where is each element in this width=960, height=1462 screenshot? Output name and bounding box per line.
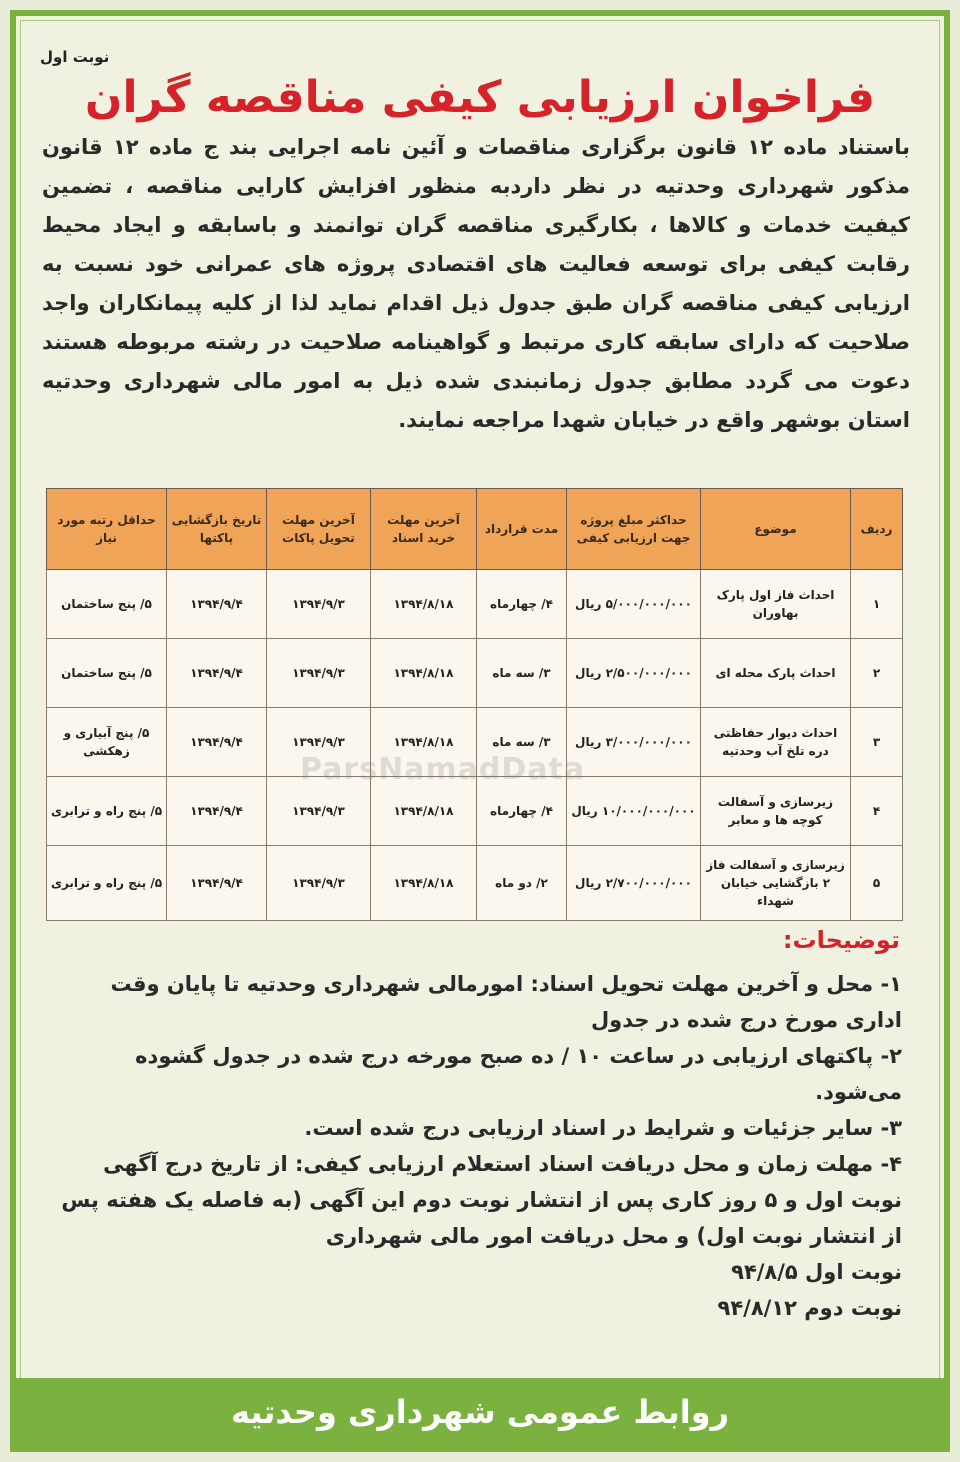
note-item: ۱- محل و آخرین مهلت تحویل اسناد: امورمالی شهرداری وحدتیه تا پایان وقت اداری مورخ درج شده در جدول [110,972,902,1032]
date-second: نوبت دوم ۹۴/۸/۱۲ [717,1296,902,1320]
cell-max-amount: ۱۰/۰۰۰/۰۰۰/۰۰۰ ریال [567,777,701,846]
cell-max-amount: ۲/۵۰۰/۰۰۰/۰۰۰ ریال [567,639,701,708]
cell-opening-date: ۱۳۹۴/۹/۴ [167,846,267,921]
cell-subject: زیرسازی و آسفالت فاز ۲ بازگشایی خیابان شهداء [701,846,851,921]
cell-delivery-deadline: ۱۳۹۴/۹/۳ [267,639,371,708]
cell-doc-deadline: ۱۳۹۴/۸/۱۸ [371,846,477,921]
cell-duration: ۴/ چهارماه [477,777,567,846]
table-header-row [47,489,903,570]
cell-delivery-deadline: ۱۳۹۴/۹/۳ [267,570,371,639]
note-item: ۴- مهلت زمان و محل دریافت اسناد استعلام ارزیابی کیفی: از تاریخ درج آگهی نوبت اول و ۵ روز کاری پس از انتشار نوبت دوم این آگهی (به فاصله یک هفته پس از انتشار نوبت اول) و محل دریافت امور مالی شهرداری [61,1152,902,1248]
col-header-duration: مدت قرارداد [477,489,567,570]
cell-duration: ۳/ سه ماه [477,639,567,708]
cell-row-num: ۳ [851,708,903,777]
cell-duration: ۲/ دو ماه [477,846,567,921]
col-header-min-grade: حداقل رتبه مورد نیاز [47,489,167,570]
col-header-delivery-deadline: آخرین مهلت تحویل پاکات [267,489,371,570]
cell-doc-deadline: ۱۳۹۴/۸/۱۸ [371,708,477,777]
cell-min-grade: ۵/ پنج راه و ترابری [47,846,167,921]
col-header-row-num: ردیف [851,489,903,570]
cell-min-grade: ۵/ پنج ساختمان [47,639,167,708]
cell-subject: احداث دیوار حفاظتی دره تلخ آب وحدتیه [701,708,851,777]
cell-subject: احداث فاز اول پارک بهاوران [701,570,851,639]
footer-banner: روابط عمومی شهرداری وحدتیه [16,1378,944,1446]
cell-row-num: ۴ [851,777,903,846]
intro-paragraph: باستناد ماده ۱۲ قانون برگزاری مناقصات و آئین نامه اجرایی بند ج ماده ۱۲ قانون مذکور شهرداری وحدتیه در نظر داردبه منظور افزایش کارایی مناقصه ، تضمین کیفیت خدمات و کالاها ، بکارگیری مناقصه گران توانمند و باسابقه و ایجاد محیط رقابت کیفی برای توسعه فعالیت های اقتصادی پروژه های عمرانی خود نسبت به ارزیابی کیفی مناقصه گران طبق جدول ذیل اقدام نماید لذا از کلیه پیمانکاران واجد صلاحیت که دارای سابقه کاری مرتبط و گواهینامه صلاحیت در رشته مربوطه هستند دعوت می گردد مطابق جدول زمانبندی شده ذیل به امور مالی شهرداری وحدتیه استان بوشهر واقع در خیابان شهدا مراجعه نمایند. [42,135,910,432]
table-row [47,846,903,921]
cell-opening-date: ۱۳۹۴/۹/۴ [167,639,267,708]
table-row [47,777,903,846]
cell-doc-deadline: ۱۳۹۴/۸/۱۸ [371,570,477,639]
col-header-doc-deadline: آخرین مهلت خرید اسناد [371,489,477,570]
cell-max-amount: ۵/۰۰۰/۰۰۰/۰۰۰ ریال [567,570,701,639]
cell-duration: ۳/ سه ماه [477,708,567,777]
cell-doc-deadline: ۱۳۹۴/۸/۱۸ [371,777,477,846]
cell-delivery-deadline: ۱۳۹۴/۹/۳ [267,846,371,921]
cell-subject: زیرسازی و آسفالت کوچه ها و معابر [701,777,851,846]
col-header-opening-date: تاریخ بازگشایی پاکتها [167,489,267,570]
edition-label: نوبت اول [40,48,110,66]
cell-delivery-deadline: ۱۳۹۴/۹/۳ [267,777,371,846]
tender-table [46,488,903,921]
cell-row-num: ۱ [851,570,903,639]
cell-min-grade: ۵/ پنج راه و ترابری [47,777,167,846]
cell-max-amount: ۲/۷۰۰/۰۰۰/۰۰۰ ریال [567,846,701,921]
notes-list [48,966,902,1326]
col-header-max-amount: حداکثر مبلغ پروژه جهت ارزیابی کیفی [567,489,701,570]
table-row [47,639,903,708]
date-first: نوبت اول ۹۴/۸/۵ [731,1260,902,1284]
cell-row-num: ۲ [851,639,903,708]
note-item: ۳- سایر جزئیات و شرایط در اسناد ارزیابی درج شده است. [304,1116,902,1140]
cell-delivery-deadline: ۱۳۹۴/۹/۳ [267,708,371,777]
cell-doc-deadline: ۱۳۹۴/۸/۱۸ [371,639,477,708]
cell-max-amount: ۳/۰۰۰/۰۰۰/۰۰۰ ریال [567,708,701,777]
watermark: ParsNamadData [300,752,586,787]
cell-duration: ۴/ چهارماه [477,570,567,639]
cell-min-grade: ۵/ پنج ساختمان [47,570,167,639]
cell-opening-date: ۱۳۹۴/۹/۴ [167,777,267,846]
cell-opening-date: ۱۳۹۴/۹/۴ [167,708,267,777]
table-row [47,708,903,777]
cell-opening-date: ۱۳۹۴/۹/۴ [167,570,267,639]
note-item: ۲- پاکتهای ارزیابی در ساعت ۱۰ / ده صبح مورخه درج شده در جدول گشوده می‌شود. [135,1044,902,1104]
ad-title: فراخوان ارزیابی کیفی مناقصه گران [84,72,876,123]
cell-subject: احداث پارک محله ای [701,639,851,708]
cell-min-grade: ۵/ پنج آبیاری و زهکشی [47,708,167,777]
col-header-subject: موضوع [701,489,851,570]
table-row [47,570,903,639]
notes-title: توضیحات: [782,926,900,954]
cell-row-num: ۵ [851,846,903,921]
